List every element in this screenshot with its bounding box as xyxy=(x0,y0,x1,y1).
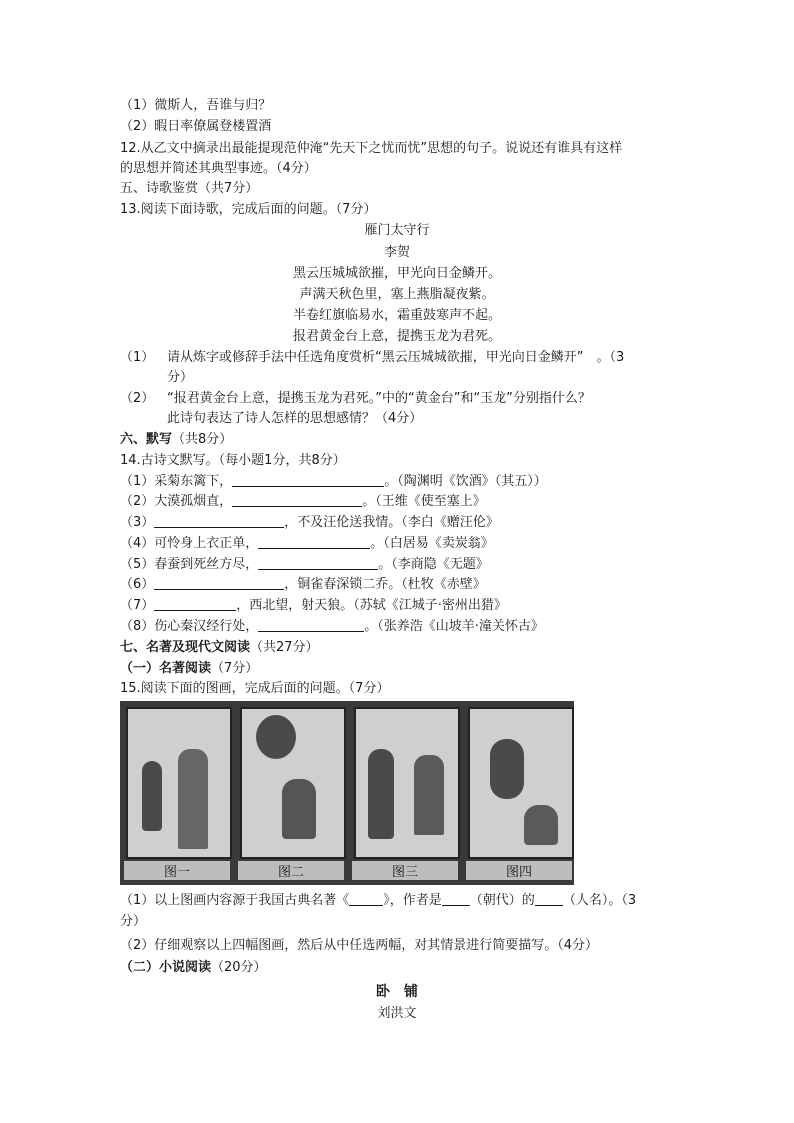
answer-blank[interactable] xyxy=(258,534,370,549)
figure-3-panel xyxy=(354,707,460,859)
q15-sub1-dynasty-text: （朝代）的 xyxy=(469,893,535,908)
question-12-line-1: 12.从乙文中摘录出最能提现范仲淹“先天下之忧而忧”思想的句子。说说还有谁具有这样 xyxy=(120,141,623,156)
subsection-1-score: （7分） xyxy=(211,661,259,676)
book-title-blank[interactable] xyxy=(349,891,383,906)
q13-sub1-line-2: 分） xyxy=(167,370,194,385)
figure-2-caption: 图二 xyxy=(238,861,344,880)
section-7-heading xyxy=(120,638,319,658)
figure-3-person xyxy=(414,755,444,835)
section-6-score: （共8分） xyxy=(172,432,233,447)
answer-blank[interactable] xyxy=(258,617,364,632)
answer-blank[interactable] xyxy=(154,513,284,528)
q13-sub1-number: （1） xyxy=(120,350,155,365)
q15-sub2: （2）仔细观察以上四幅图画，然后从中任选两幅，对其情景进行简要描写。（4分） xyxy=(120,938,599,953)
dictation-prefix: （4）可怜身上衣正单， xyxy=(120,536,259,551)
story-author: 刘洪文 xyxy=(377,1006,417,1021)
line-answer-1: （1）微斯人，吾谁与归？ xyxy=(120,98,272,113)
subsection-2-heading xyxy=(120,958,267,978)
dictation-source: 。（陶渊明《饮酒》（其五）） xyxy=(384,474,547,489)
dictation-source: 。（李商隐《无题》 xyxy=(378,557,489,572)
poem-author: 李贺 xyxy=(383,245,410,260)
figure-4-panel xyxy=(468,707,574,859)
dictation-item-4 xyxy=(120,534,494,554)
dictation-source: 。（张养浩《山坡羊·潼关怀古》 xyxy=(364,619,544,634)
dictation-source: ，铜雀春深锁二乔。（杜牧《赤壁》 xyxy=(284,577,486,592)
subsection-2-title: （二）小说阅读 xyxy=(120,960,212,975)
dictation-prefix: （6） xyxy=(120,577,155,592)
dictation-prefix: （2）大漠孤烟直， xyxy=(120,494,233,509)
question-13: 13.阅读下面诗歌，完成后面的问题。（7分） xyxy=(120,202,377,217)
dictation-item-1 xyxy=(120,472,547,492)
dictation-source: 。（白居易《卖炭翁》 xyxy=(370,536,494,551)
dictation-source: ，西北望，射天狼。（苏轼《江城子·密州出猎》 xyxy=(236,598,507,613)
q15-sub1-author-text: 》，作者是 xyxy=(383,893,442,908)
section-6-title: 六、默写 xyxy=(120,432,173,447)
dictation-source: ，不及汪伦送我情。（李白《赠汪伦》 xyxy=(284,515,499,530)
question-15: 15.阅读下面的图画，完成后面的问题。（7分） xyxy=(120,681,390,696)
q13-sub2-number: （2） xyxy=(120,391,155,406)
figure-1-right-person xyxy=(178,749,208,849)
q15-sub1-text: （1）以上图画内容源于我国古典名著《 xyxy=(120,893,350,908)
dictation-item-6 xyxy=(120,575,486,595)
q15-sub1-name-text: （人名）。（3 xyxy=(562,893,637,908)
dictation-prefix: （1）采菊东篱下， xyxy=(120,474,233,489)
answer-blank[interactable] xyxy=(232,492,362,507)
line-answer-2: （2）暇日率僚属登楼置酒 xyxy=(120,119,272,134)
section-5-heading: 五、诗歌鉴赏（共7分） xyxy=(120,181,259,196)
figure-1-left-person xyxy=(142,761,162,831)
figure-2-person xyxy=(282,779,316,839)
dictation-prefix: （3） xyxy=(120,515,155,530)
poem-line-3: 半卷红旗临易水，霜重鼓寒声不起。 xyxy=(292,308,501,323)
dictation-item-8 xyxy=(120,617,544,637)
section-7-title: 七、名著及现代文阅读 xyxy=(120,640,251,655)
dictation-item-5 xyxy=(120,555,489,575)
poem-line-2: 声满天秋色里，塞上燕脂凝夜紫。 xyxy=(299,287,495,302)
dynasty-blank[interactable] xyxy=(442,891,470,906)
section-7-score: （共27分） xyxy=(250,640,319,655)
subsection-1-heading xyxy=(120,659,258,679)
answer-blank[interactable] xyxy=(258,555,378,570)
dictation-item-2 xyxy=(120,492,486,512)
answer-blank[interactable] xyxy=(154,575,284,590)
subsection-2-score: （20分） xyxy=(211,960,267,975)
author-name-blank[interactable] xyxy=(535,891,563,906)
question-12-line-2: 的思想并简述其典型事迹。（4分） xyxy=(120,161,317,176)
q13-sub2-line-2: 此诗句表达了诗人怎样的思想感情？（4分） xyxy=(167,411,423,426)
figure-4-monkey xyxy=(490,739,524,799)
dictation-prefix: （5）春蚕到死丝方尽， xyxy=(120,557,259,572)
figure-4-caption: 图四 xyxy=(466,861,572,880)
subsection-1-title: （一）名著阅读 xyxy=(120,661,212,676)
figure-1-panel xyxy=(126,707,232,859)
figure-3-monkey xyxy=(368,749,394,839)
dictation-prefix: （7） xyxy=(120,598,155,613)
q13-sub1-line-1: 请从炼字或修辞手法中任选角度赏析“黑云压城城欲摧，甲光向日金鳞开” 。（3 xyxy=(167,350,625,365)
poem-title: 雁门太守行 xyxy=(364,223,430,238)
illustration-strip xyxy=(120,701,574,885)
answer-blank[interactable] xyxy=(232,472,384,487)
figure-1-caption: 图一 xyxy=(124,861,230,880)
q13-sub2-line-1: “报君黄金台上意，提携玉龙为君死。”中的“黄金台”和“玉龙”分别指什么？ xyxy=(167,391,591,406)
section-6-heading xyxy=(120,430,232,450)
story-title: 卧 铺 xyxy=(376,984,418,1000)
answer-blank[interactable] xyxy=(154,596,236,611)
dictation-prefix: （8）伤心秦汉经行处， xyxy=(120,619,259,634)
q15-sub1-line-1 xyxy=(120,891,636,911)
figure-4-person xyxy=(524,805,558,845)
figure-2-panel xyxy=(240,707,346,859)
figure-3-caption: 图三 xyxy=(352,861,458,880)
dictation-source: 。（王维《使至塞上》 xyxy=(362,494,486,509)
dictation-item-3 xyxy=(120,513,499,533)
dictation-item-7 xyxy=(120,596,507,616)
question-14: 14.古诗文默写。（每小题1分，共8分） xyxy=(120,453,346,468)
poem-line-4: 报君黄金台上意，提携玉龙为君死。 xyxy=(292,329,501,344)
figure-2-demon-head xyxy=(256,715,296,759)
q15-sub1-line-2: 分） xyxy=(120,914,147,929)
poem-line-1: 黑云压城城欲摧，甲光向日金鳞开。 xyxy=(292,266,501,281)
